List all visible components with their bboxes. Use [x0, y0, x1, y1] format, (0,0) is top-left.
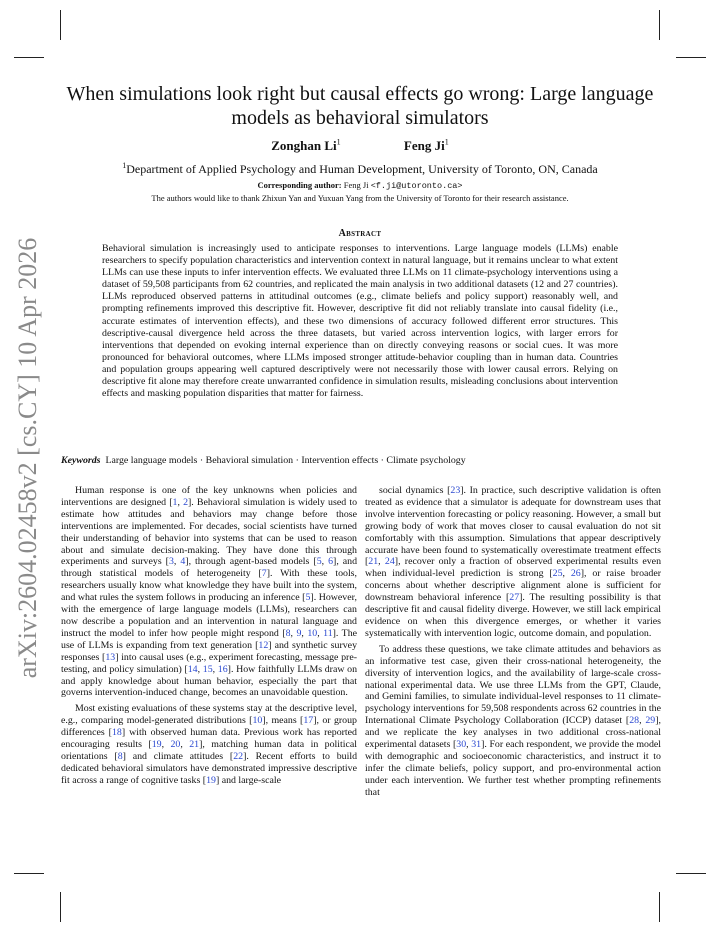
text-run: , [212, 663, 218, 675]
crop-mark [14, 57, 44, 58]
text-run: , [197, 663, 203, 675]
crop-mark [676, 873, 706, 874]
citation-link[interactable]: 7 [261, 568, 267, 580]
citation-link[interactable]: 8 [285, 627, 291, 639]
text-run: ], and through statistical models of heterogeneity [ [61, 556, 358, 580]
abstract-body: Behavioral simulation is increasingly used to anticipate responses to interventions. Large language models (LLMs) enable researchers to specify population characteristics and intervention context in natural language, but it remains unclear to what extent LLMs can use these inputs to infer intervention effects. We evaluated three LLMs on 11 climate-psychology interventions using a dataset of 59,508 participants from 62 countries, and replicated the main analysis in two additional datasets (12 and 27 countries). LLMs reproduced observed patterns in attitudinal outcomes (e.g., climate beliefs and policy support) reasonably well, and prompting refinements improved this descriptive fit. However, descriptive fit did not reliably translate into causal fidelity (i.e., accurate estimates of intervention effects), and these two dimensions of accuracy followed different error structures. This descriptive-causal divergence held across the three datasets, but varied across intervention logics, with larger errors for interventions that depended on evoking internal experience than on directly conveying reasons or social cues. It was more pronounced for behavioral outcomes, where LLMs imposed stronger attitude-behavior coupling than in human data. Countries and population groups appearing well captured descriptively were not necessarily those with lower causal errors. Relying on descriptive fit alone may therefore create unwarranted confidence in simulation results, misleading conclusions about intervention effects and masking population disparities that matter for fairness. [102, 243, 618, 400]
text-run: ], matching human data in political orientations [ [61, 739, 358, 762]
body-paragraph [365, 644, 661, 799]
text-run: , [378, 556, 385, 568]
citation-link[interactable]: 17 [303, 715, 314, 727]
citation-link[interactable]: 5 [305, 592, 311, 604]
text-run: ], or group differences [ [61, 715, 357, 739]
text-run: To address these questions, we take climate attitudes and behaviors as an informative test case, given their cross-national heterogeneity, the diversity of intervention logics, and the availability of large-scale cross-national experimental data. We use three LLMs from the GPT, Claude, and Gemini families, to simulate individual-level responses to 11 climate-psychology interventions for 59,508 respondents across 62 countries in the International Climate Psychology Collaboration (ICCP) dataset [ [365, 643, 661, 727]
citation-link[interactable]: 3 [168, 556, 174, 568]
arxiv-stamp: arXiv:2604.02458v2 [cs.CY] 10 Apr 2026 [13, 237, 42, 679]
abstract-heading: Abstract [338, 228, 382, 239]
citation-link[interactable]: 2 [183, 496, 189, 508]
crop-mark [14, 873, 44, 874]
author-list [0, 138, 720, 154]
paper-title: When simulations look right but causal effects go wrong: Large language models as behavioral simulators [66, 83, 654, 129]
citation-link[interactable]: 18 [111, 727, 122, 739]
text-run: ] into causal uses (e.g., experiment forecasting, message pre-testing, and policy simulation) [ [61, 651, 358, 675]
citation-link[interactable]: 1 [172, 496, 178, 508]
text-run: ], through agent-based models [ [185, 556, 317, 568]
citation-link[interactable]: 28 [629, 715, 640, 727]
text-run: , [290, 627, 297, 639]
citation-link[interactable]: 23 [450, 485, 461, 496]
email-link[interactable]: <f.ji@utoronto.ca> [370, 181, 463, 191]
citation-link[interactable]: 4 [180, 556, 186, 568]
citation-link[interactable]: 26 [570, 568, 581, 580]
text-run: , [639, 715, 646, 727]
text-run: ], and we replicate the key analyses in two additional cross-national experimental datasets [ [365, 715, 661, 751]
text-run: ], recover only a fraction of observed experimental results even when individual-level prediction is strong [ [365, 556, 662, 580]
citation-link[interactable]: 21 [189, 739, 200, 751]
citation-link[interactable]: 10 [307, 627, 318, 639]
text-run: ]. Recent efforts to build dedicated behavioral simulators have demonstrated impressive descriptive fit across a range of cognitive tasks [ [61, 750, 358, 786]
citation-link[interactable]: 19 [206, 774, 216, 786]
body-paragraph [61, 485, 357, 699]
text-run: ], means [ [262, 715, 304, 727]
text-run: , [177, 496, 184, 508]
text-run: ]. The use of LLMs is expanding from text generation [ [61, 627, 358, 651]
text-run: , [161, 739, 171, 751]
left-column [61, 485, 357, 791]
text-run: , [173, 556, 181, 568]
citation-link[interactable]: 8 [117, 750, 123, 762]
citation-link[interactable]: 24 [384, 556, 395, 568]
citation-link[interactable]: 21 [368, 556, 379, 568]
citation-link[interactable]: 27 [509, 592, 520, 604]
text-run: Most existing evaluations of these systems stay at the descriptive level, e.g., comparing model-generated distributions [ [61, 703, 357, 727]
citation-link[interactable]: 10 [252, 715, 263, 727]
text-run: , [180, 739, 190, 751]
citation-link[interactable]: 14 [187, 663, 198, 675]
text-run: ]. Behavioral simulation is widely used to estimate how attitudes and behaviors may change before those interventions are implemented. For decades, social scientists have turned their understanding of behavior into systems that can be used to reason about and simulate decision-making. They have done this through experiments and surveys [ [61, 496, 358, 568]
crop-mark [676, 57, 706, 58]
citation-link[interactable]: 9 [296, 627, 302, 639]
acknowledgment: The authors would like to thank Zhixun Yan and Yuxuan Yang from the University of Toronto for their research assistance. [151, 193, 569, 203]
citation-link[interactable]: 5 [316, 556, 322, 568]
text-run: ] with observed human data. Previous work has reported encouraging results [ [61, 727, 357, 751]
crop-mark [60, 10, 61, 40]
citation-link[interactable]: 11 [323, 627, 333, 639]
affiliation: $^1$Department of Applied Psychology and Human Development, University of Toronto, ON, Canada [122, 161, 598, 176]
crop-mark [659, 10, 660, 40]
citation-link[interactable]: 13 [105, 651, 116, 663]
citation-link[interactable]: 19 [151, 739, 162, 751]
citation-link[interactable]: 16 [217, 663, 228, 675]
citation-link[interactable]: 20 [170, 739, 181, 751]
right-column [365, 485, 661, 803]
text-run: ]. The resulting possibility is that descriptive fit and causal fidelity diverge. However, we still lack empirical evidence on when this divergence emerges, or whether it varies systematically with intervention logic, outcome domain, and population. [365, 592, 661, 639]
crop-mark [659, 892, 660, 922]
text-run: ]. In practice, such descriptive validation is often treated as evidence that a simulator is adequate for downstream uses that involve intervention forecasting or policy reasoning. However, a small but growing body of work that moves closer to causal evaluation do not sit comfortably with this assumption. Simulations that appear descriptively accurate have been found to systematically overestimate treatment effects [ [365, 485, 661, 568]
text-run: , [317, 627, 324, 639]
text-run: , [301, 627, 308, 639]
text-run: ]. How faithfully LLMs draw on and apply knowledge about human behavior, especially the part that governs intervention-induced change, becomes an unavoidable question. [61, 663, 358, 699]
corresponding-author: Corresponding author: Feng Ji <f.ji@utoronto.ca> [257, 180, 463, 191]
citation-link[interactable]: 30 [456, 739, 467, 751]
citation-link[interactable]: 25 [552, 568, 563, 580]
body-paragraph [365, 485, 661, 640]
citation-link[interactable]: 29 [645, 715, 656, 727]
text-run: ]. With these tools, researchers usually know what knowledge they have built into the system, and what rules the system follows in producing an inference [ [61, 568, 357, 604]
citation-link[interactable]: 31 [471, 739, 482, 751]
citation-link[interactable]: 22 [233, 750, 244, 762]
crop-mark [60, 892, 61, 922]
text-run: ] and climate attitudes [ [122, 750, 234, 762]
text-run: ], or raise broader concerns about whether descriptive alignment alone is sufficient for downstream behavioral inference [ [365, 568, 662, 604]
text-run: ] and large-scale [215, 774, 282, 786]
text-run: ]. For each respondent, we provide the model with demographic and socioeconomic characteristics, and instruct it to infer the climate beliefs, policy support, and pro-environmental action under each intervention. We further test whether prompting refinements that [365, 739, 662, 798]
text-run: , [466, 739, 472, 751]
author: Feng Ji$^1$ [403, 138, 449, 154]
text-run: , [321, 556, 329, 568]
body-paragraph [61, 703, 357, 786]
text-run: Human response is one of the key unknowns when policies and interventions are designed [ [61, 485, 357, 508]
citation-link[interactable]: 6 [328, 556, 334, 568]
citation-link[interactable]: 12 [258, 639, 269, 651]
citation-link[interactable]: 15 [202, 663, 213, 675]
text-run: , [562, 568, 571, 580]
text-run: ]. However, with the emergence of large language models (LLMs), researchers can now describe a population and an intervention in natural language and instruct the model to infer how people might respond [ [61, 592, 357, 639]
author: Zonghan Li$^1$ [271, 138, 341, 154]
keywords: Keywords Large language models · Behavioral simulation · Intervention effects · Climate psychology [61, 455, 466, 466]
text-run: social dynamics [ [379, 485, 451, 496]
text-run: ] and synthetic survey responses [ [61, 639, 358, 663]
